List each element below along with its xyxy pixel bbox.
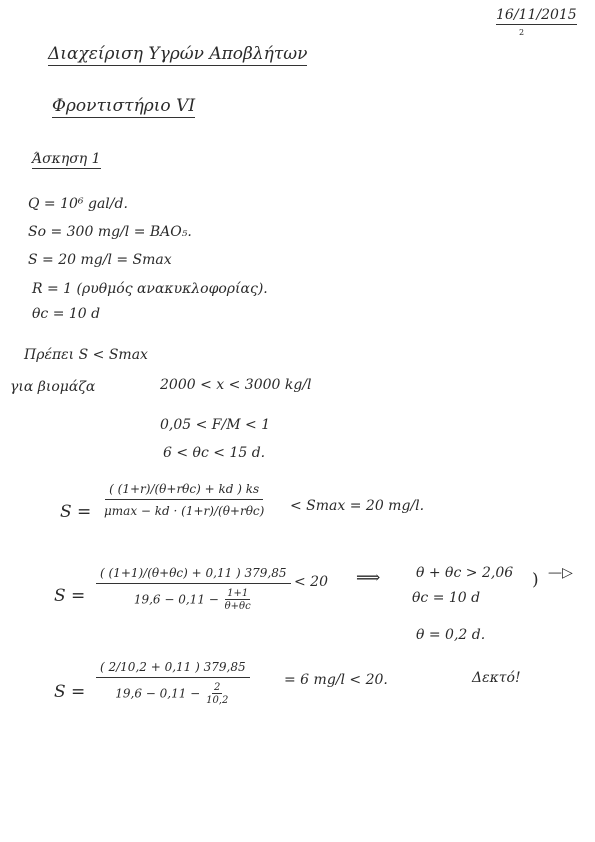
biomass-x-range: 2000 < x < 3000 kg/l bbox=[160, 377, 312, 393]
eq3-fraction bbox=[96, 660, 250, 706]
given-thetac: θc = 10 d bbox=[32, 306, 101, 322]
eq2-denominator-text: 19,6 − 0,11 − bbox=[133, 592, 219, 607]
eq2-inner-den: θ+θc bbox=[224, 601, 251, 612]
eq3-denominator bbox=[111, 678, 234, 706]
eq2-arrow: ⟹ bbox=[356, 568, 381, 588]
given-recycle: R = 1 (ρυθμός ανακυκλοφορίας). bbox=[32, 281, 268, 297]
eq3-inner-fraction bbox=[204, 682, 230, 706]
biomass-thetac-range: 6 < θc < 15 d. bbox=[163, 445, 266, 461]
eq1-lhs: S = bbox=[60, 502, 92, 522]
eq2-tail-arrow: —▷ bbox=[548, 565, 573, 581]
biomass-prefix: για βιομάζα bbox=[10, 379, 96, 395]
eq3-inner-den: 10,2 bbox=[206, 695, 229, 706]
eq3-denominator-text: 19,6 − 0,11 − bbox=[115, 686, 201, 701]
eq3-verdict: Δεκτό! bbox=[472, 670, 521, 686]
eq1-numerator: ( (1+r)/(θ+rθc) + kd ) ks bbox=[105, 482, 263, 500]
eq2-result-thetac: θc = 10 d bbox=[412, 590, 481, 606]
given-s0: So = 300 mg/l = BAO₅. bbox=[28, 224, 192, 240]
eq2-denominator bbox=[130, 584, 257, 612]
eq1-rhs: < Smax = 20 mg/l. bbox=[290, 498, 425, 514]
eq3-inner-num: 2 bbox=[214, 682, 221, 693]
eq2-rhs: < 20 bbox=[294, 574, 328, 590]
eq3-numerator: ( 2/10,2 + 0,11 ) 379,85 bbox=[96, 660, 250, 678]
eq2-result-theta: θ = 0,2 d. bbox=[416, 627, 486, 643]
requirement: Πρέπει S < Smax bbox=[24, 347, 148, 363]
given-s: S = 20 mg/l = Smax bbox=[28, 252, 172, 268]
eq2-fraction bbox=[96, 566, 291, 612]
page-number: 2 bbox=[519, 28, 525, 37]
eq2-inner-num: 1+1 bbox=[227, 588, 249, 599]
exercise-label: Άσκηση 1 bbox=[32, 151, 101, 167]
date: 16/11/2015 bbox=[496, 7, 577, 23]
eq2-lhs: S = bbox=[54, 586, 86, 606]
biomass-fm-range: 0,05 < F/M < 1 bbox=[160, 417, 271, 433]
eq2-numerator: ( (1+1)/(θ+θc) + 0,11 ) 379,85 bbox=[96, 566, 291, 584]
eq3-rhs: = 6 mg/l < 20. bbox=[284, 672, 388, 688]
eq2-bracket: ) bbox=[532, 570, 539, 590]
eq3-lhs: S = bbox=[54, 682, 86, 702]
subtitle: Φροντιστήριο VI bbox=[52, 96, 196, 116]
eq1-fraction bbox=[100, 482, 268, 518]
eq1-denominator: μmax − kd · (1+r)/(θ+rθc) bbox=[104, 504, 265, 518]
page-title: Διαχείριση Υγρών Αποβλήτων bbox=[48, 44, 308, 64]
eq2-inner-fraction bbox=[223, 588, 253, 612]
given-flow: Q = 10⁶ gal/d. bbox=[28, 196, 128, 212]
eq2-result-sum: θ + θc > 2,06 bbox=[416, 565, 514, 581]
